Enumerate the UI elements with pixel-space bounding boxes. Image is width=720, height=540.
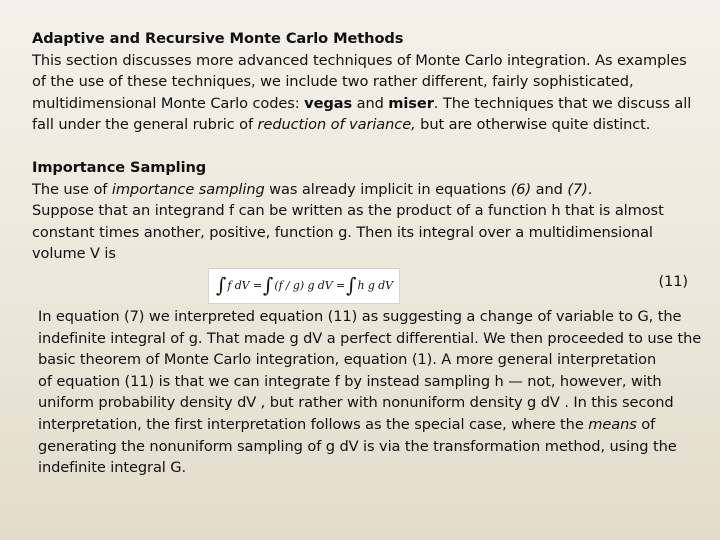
section-importance-sampling bbox=[32, 157, 702, 304]
text-run: The use of bbox=[32, 180, 112, 198]
integral-sign: ∫ bbox=[346, 273, 357, 298]
paragraph bbox=[38, 371, 702, 479]
integral-sign: ∫ bbox=[263, 273, 274, 298]
paragraph: In equation (7) we interpreted equation (11) as suggesting a change of variable to G, the indefinite integral of g. That made g dV a perfect differential. We then proceeded to use the basic theorem of Monte Carlo integration, equation (1). A more general interpretation bbox=[38, 307, 702, 369]
equation-reference: (7) bbox=[567, 180, 588, 198]
integral-sign: ∫ bbox=[216, 273, 227, 298]
equation-image bbox=[208, 268, 400, 304]
section-heading: Importance Sampling bbox=[32, 158, 207, 176]
text-run: and bbox=[352, 94, 389, 112]
section-interpretation bbox=[38, 306, 702, 479]
paragraph bbox=[32, 179, 702, 201]
section-adaptive bbox=[32, 28, 702, 136]
equation-reference: (6) bbox=[510, 180, 532, 198]
text-run: . bbox=[587, 180, 593, 198]
paragraph: Suppose that an integrand f can be written as the product of a function h that is almost constant times another, positive, function g. Then its integral over a multidimensional volume V is bbox=[32, 202, 664, 263]
section-heading: Adaptive and Recursive Monte Carlo Methods bbox=[32, 30, 404, 47]
text-run: was already implicit in equations bbox=[264, 180, 511, 198]
emphasis-text: means bbox=[588, 415, 637, 433]
paragraph bbox=[32, 50, 702, 136]
emphasis-text: importance sampling bbox=[111, 180, 265, 198]
keyword-miser: miser bbox=[388, 94, 434, 112]
equation-term: (f / g) g dV = bbox=[274, 279, 346, 293]
text-run: This section discusses more advanced techniques of Monte Carlo integration. As examples of the use of these techniques, we include two rather different, fairly sophisticated, multidimensional Monte Carlo codes: bbox=[32, 51, 687, 112]
equation-term: f dV = bbox=[227, 279, 263, 293]
equation-term: h g dV bbox=[357, 279, 393, 293]
text-run: of equation (11) is that we can integrate f by instead sampling h — not, however, with uniform probability density dV , but rather with nonuniform density g dV . In this second interpretation, the first interpretation follows as the special case, where the bbox=[38, 372, 674, 433]
text-run: and bbox=[531, 180, 568, 198]
emphasis-text: reduction of variance, bbox=[257, 116, 416, 134]
equation-row bbox=[32, 268, 702, 304]
document-body bbox=[32, 28, 702, 479]
equation-number: (11) bbox=[658, 272, 688, 290]
text-run: . The techniques that we discuss all fall under the general rubric of bbox=[32, 94, 692, 134]
keyword-vegas: vegas bbox=[304, 94, 353, 112]
text-run: of generating the nonuniform sampling of g dV is via the transformation method, using the indefinite integral G. bbox=[38, 415, 677, 477]
text-run: but are otherwise quite distinct. bbox=[415, 116, 651, 134]
